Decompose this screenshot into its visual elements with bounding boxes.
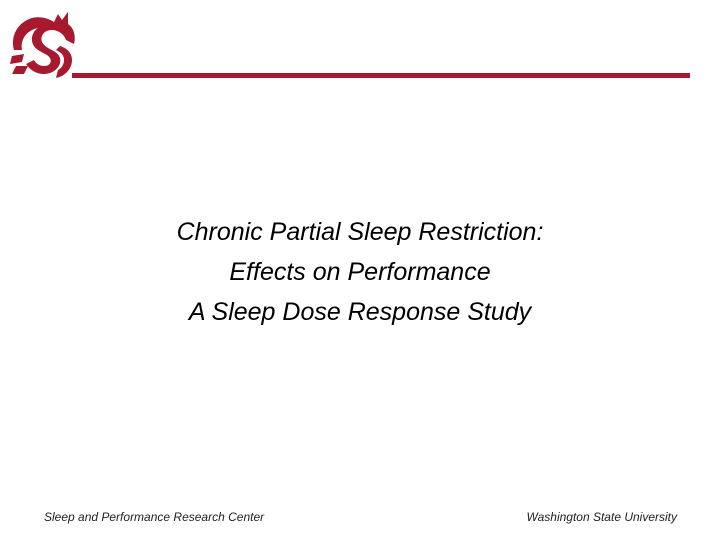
footer-organization: Sleep and Performance Research Center [44,510,265,524]
title-line-2: Effects on Performance [229,258,491,286]
title-line-1: Chronic Partial Sleep Restriction: [176,218,544,246]
cougar-head-logo [6,6,80,80]
header-rule [72,73,690,78]
slide-title [0,212,720,332]
footer-university: Washington State University [526,510,677,524]
title-line-3: A Sleep Dose Response Study [188,298,532,326]
